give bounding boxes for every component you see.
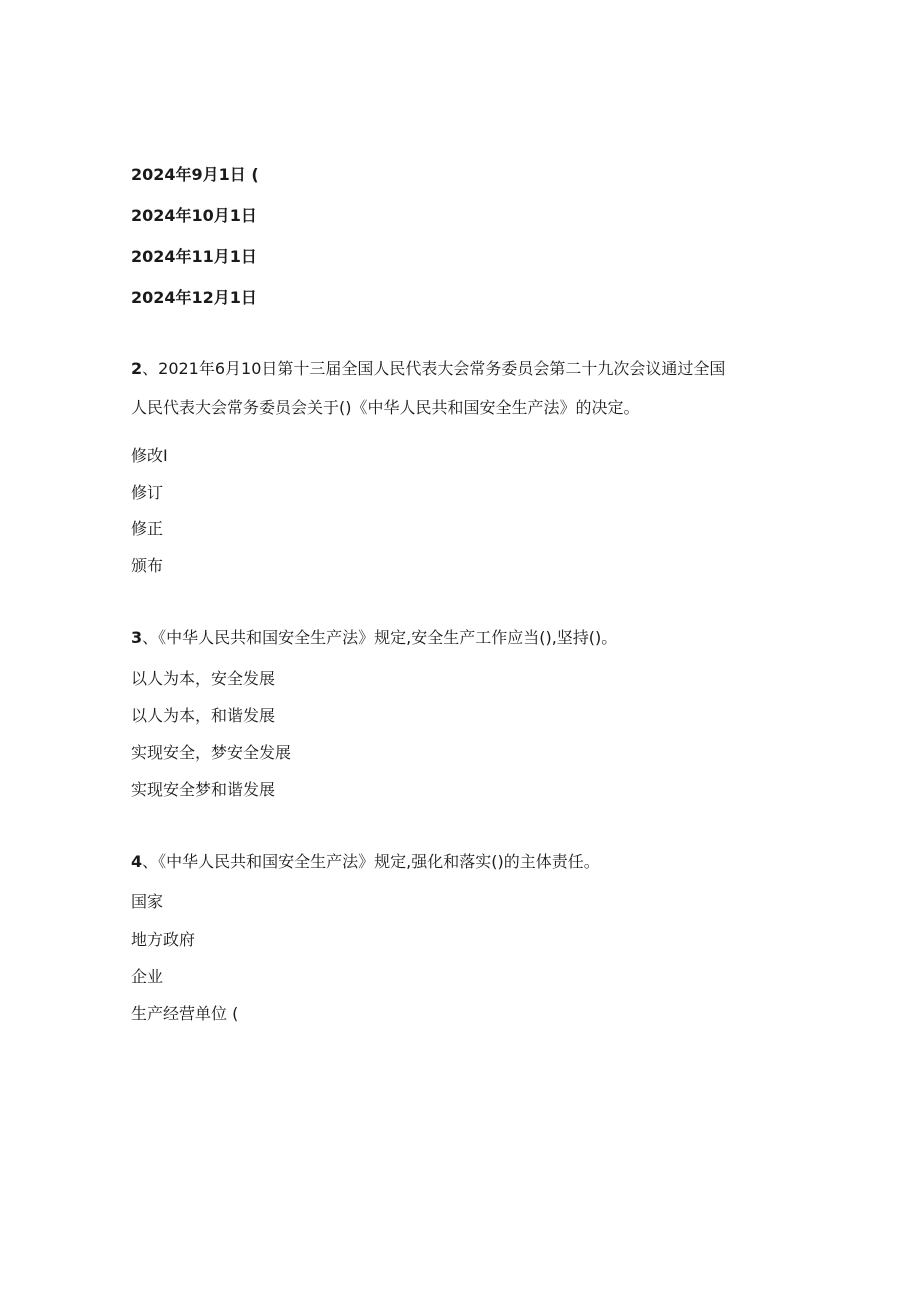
q3-number: 3 xyxy=(131,628,143,647)
q1-option-b: 2024年10月1日 xyxy=(131,206,257,225)
q2-option-b: 修订 xyxy=(131,483,164,502)
q4-option-d: 生产经营单位 ( xyxy=(131,1004,239,1023)
q1-option-c: 2024年11月1日 xyxy=(131,247,257,266)
q2-option-d: 颁布 xyxy=(131,556,164,575)
q2-text-line2: 人民代表大会常务委员会关于()《中华人民共和国安全生产法》的决定。 xyxy=(131,398,640,417)
q2-option-a: 修改I xyxy=(131,446,168,465)
q2-number: 2 xyxy=(131,359,143,378)
q1-option-d: 2024年12月1日 xyxy=(131,288,257,307)
q2-stem-1: 、2021年6月10日第十三届全国人民代表大会常务委员会第二十九次会议通过全国 xyxy=(142,359,726,378)
q4-option-b: 地方政府 xyxy=(131,930,196,949)
q3-option-d: 实现安全梦和谐发展 xyxy=(131,780,276,799)
q2-text-line1 xyxy=(131,359,725,379)
q4-option-c: 企业 xyxy=(131,967,164,986)
q4-number: 4 xyxy=(131,852,143,871)
q3-option-b: 以人为本，和谐发展 xyxy=(131,706,276,725)
q1-option-a: 2024年9月1日 ( xyxy=(131,165,259,184)
q4-text xyxy=(131,852,600,872)
q2-option-c: 修正 xyxy=(131,519,164,538)
q3-text xyxy=(131,628,617,648)
q3-stem: 、《中华人民共和国安全生产法》规定,安全生产工作应当(),坚持()。 xyxy=(142,628,618,647)
q4-option-a: 国家 xyxy=(131,892,164,911)
q4-stem: 、《中华人民共和国安全生产法》规定,强化和落实()的主体责任。 xyxy=(142,852,600,871)
q3-option-c: 实现安全，梦安全发展 xyxy=(131,743,292,762)
q3-option-a: 以人为本，安全发展 xyxy=(131,669,276,688)
